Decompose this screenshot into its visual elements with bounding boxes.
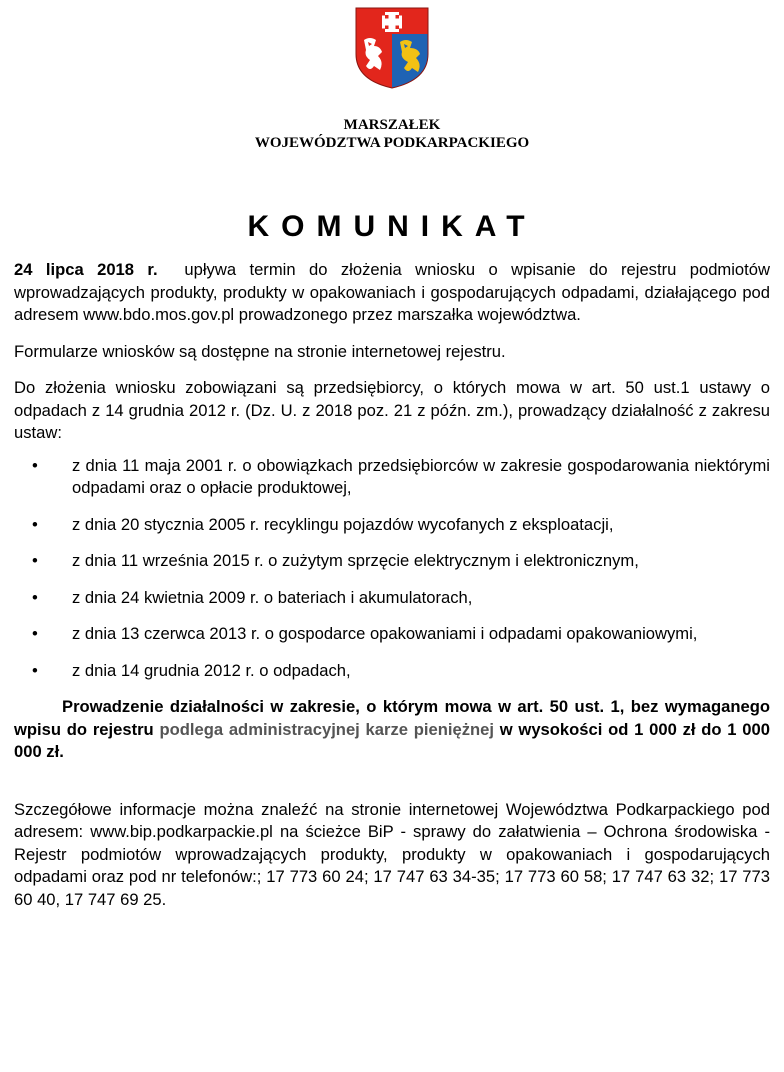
list-item	[14, 587, 770, 610]
deadline-paragraph	[14, 259, 770, 327]
penalty-paragraph	[14, 696, 770, 764]
page-title: KOMUNIKAT	[247, 210, 537, 243]
authority-line-2: WOJEWÓDZTWA PODKARPACKIEGO	[254, 135, 530, 151]
bullet-icon: •	[32, 587, 38, 607]
acts-list	[14, 455, 770, 683]
bullet-icon: •	[32, 660, 38, 680]
bullet-icon: •	[32, 624, 38, 643]
penalty-part-3: w wysokości od 1 000 zł do 1 000 000 zł.	[14, 719, 770, 761]
obliged-paragraph: Do złożenia wniosku zobowiązani są przedsiębiorcy, o których mowa w art. 50 ust.1 ustawy o odpadach z 14 grudnia 2012 r. (Dz. U. z 2018 poz. 21 z późn. zm.), prowadzący działalność z zakresu ustaw:	[14, 378, 770, 442]
bullet-icon: •	[32, 455, 38, 475]
deadline-date: 24 lipca 2018 r.	[14, 260, 158, 279]
list-item	[14, 514, 770, 537]
penalty-part-1: Prowadzenie działalności w zakresie, o którym mowa w art. 50 ust. 1, bez wymaganego wpisu do rejestru	[14, 697, 770, 739]
bullet-icon: •	[32, 514, 38, 534]
notice-body	[14, 259, 770, 911]
list-item	[14, 550, 770, 573]
act-text: z dnia 11 maja 2001 r. o obowiązkach przedsiębiorców w zakresie gospodarowania niektórymi odpadami oraz o opłacie produktowej,	[72, 455, 770, 497]
list-item	[14, 455, 770, 500]
act-text: z dnia 11 września 2015 r. o zużytym sprzęcie elektrycznym i elektronicznym,	[72, 551, 639, 570]
act-text: z dnia 14 grudnia 2012 r. o odpadach,	[72, 660, 351, 680]
forms-paragraph: Formularze wniosków są dostępne na stronie internetowej rejestru.	[14, 341, 506, 361]
act-text: z dnia 13 czerwca 2013 r. o gospodarce opakowaniami i odpadami opakowaniowymi,	[72, 624, 698, 643]
list-item	[14, 623, 770, 646]
penalty-part-2: podlega administracyjnej karze pieniężnej	[159, 719, 494, 739]
deadline-text: upływa termin do złożenia wniosku o wpisanie do rejestru podmiotów wprowadzających produkty, produkty w opakowaniach i gospodarujących odpadami, działającego pod adresem www.bdo.mos.gov.pl prowadzonego przez marszałka województwa.	[14, 260, 770, 324]
info-paragraph: Szczegółowe informacje można znaleźć na stronie internetowej Województwa Podkarpackiego pod adresem: www.bip.podkarpackie.pl na ścieżce BiP - sprawy do załatwienia – Ochrona środowiska - Rejestr podmiotów wprowadzających produkty, produkty w opakowaniach i gospodarujących odpadami oraz pod nr telefonów:; 17 773 60 24; 17 747 63 34-35; 17 773 60 58; 17 747 63 32; 17 773 60 40, 17 747 69 25.	[14, 799, 770, 909]
podkarpackie-coat-of-arms-icon	[354, 6, 430, 90]
act-text: z dnia 24 kwietnia 2009 r. o bateriach i akumulatorach,	[72, 587, 473, 607]
authority-line-1: MARSZAŁEK	[343, 117, 441, 133]
list-item	[14, 660, 770, 683]
act-text: z dnia 20 stycznia 2005 r. recyklingu pojazdów wycofanych z eksploatacji,	[72, 514, 614, 534]
issuing-authority	[14, 116, 770, 152]
bullet-icon: •	[32, 551, 38, 570]
